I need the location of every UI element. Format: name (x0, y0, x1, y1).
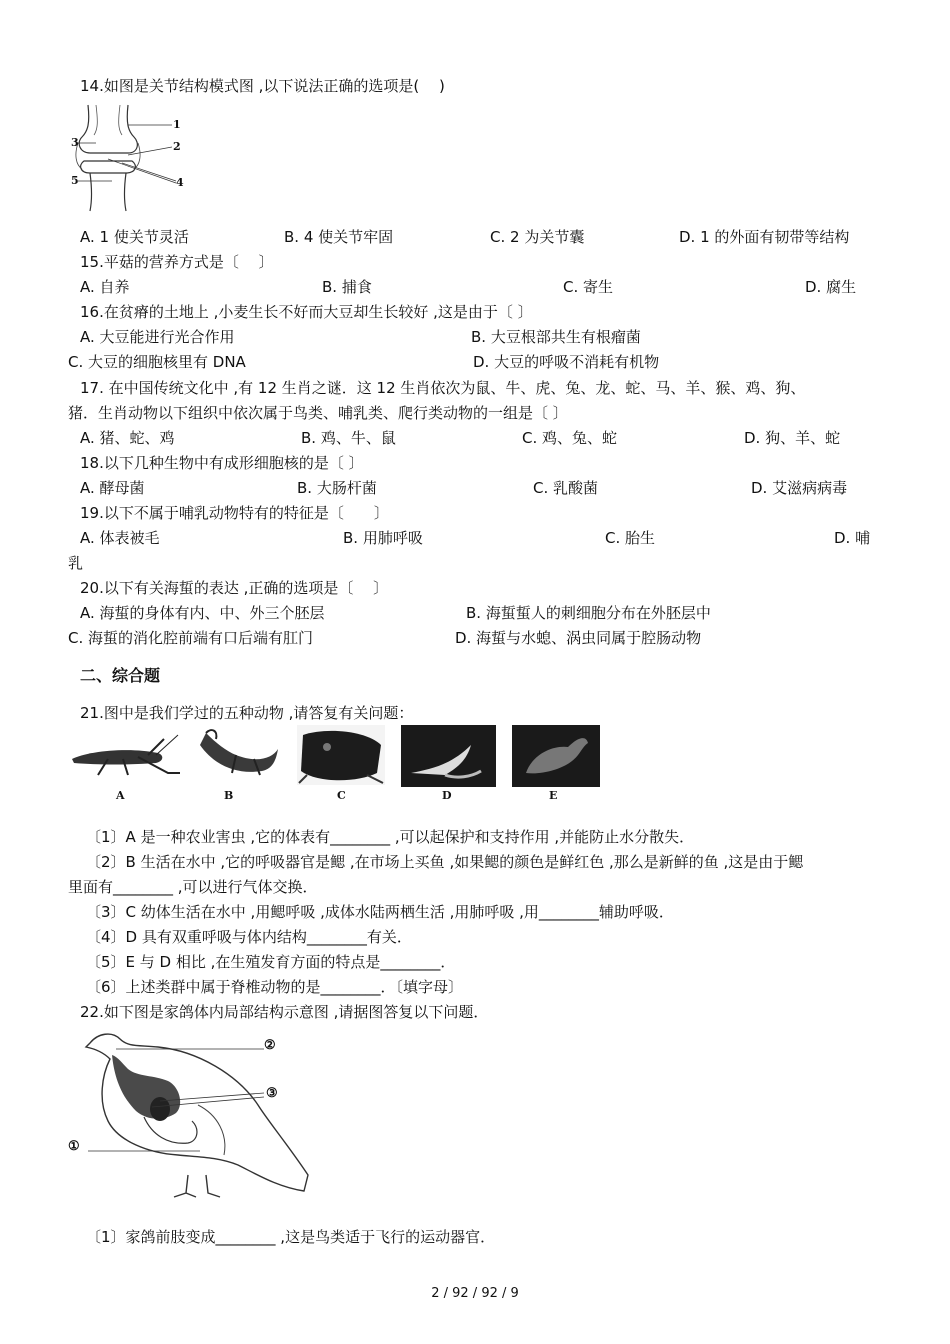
joint-label-5: 5 (71, 174, 79, 187)
animal-label-b: B (224, 789, 234, 802)
pigeon-label-3: ③ (266, 1086, 278, 1101)
q21-item-2: 〔2〕B 生活在水中 ,它的呼吸器官是鳃 ,在市场上买鱼 ,如果鳃的颜色是鲜红色 ,那么是新鲜的鱼 ,这是由于鳃 (86, 853, 804, 871)
q18-option-c: C. 乳酸菌 (533, 479, 599, 497)
grasshopper-image (68, 729, 183, 779)
q16-stem: 16.在贫瘠的土地上 ,小麦生长不好而大豆却生长较好 ,这是由于〔 〕 (80, 303, 533, 321)
joint-label-2: 2 (173, 140, 181, 153)
q16-option-b: B. 大豆根部共生有根瘤菌 (471, 328, 641, 346)
q15-stem: 15.平菇的营养方式是〔 〕 (80, 253, 274, 271)
q18-option-b: B. 大肠杆菌 (297, 479, 377, 497)
q17-option-b: B. 鸡、牛、鼠 (301, 429, 396, 447)
section-heading: 二、综合题 (80, 666, 161, 685)
q17-stem-line1: 17. 在中国传统文化中 ,有 12 生肖之谜．这 12 生肖依次为鼠、牛、虎、兔、龙、蛇、马、羊、猴、鸡、狗、 (80, 379, 806, 397)
frog-image (297, 725, 385, 785)
q18-option-d: D. 艾滋病病毒 (751, 479, 848, 497)
pigeon-structure-figure (68, 1025, 318, 1200)
q15-option-d: D. 腐生 (805, 278, 857, 296)
q20-option-c: C. 海蜇的消化腔前端有口后端有肛门 (68, 629, 314, 647)
pigeon-label-1: ① (68, 1139, 80, 1154)
q14-option-d: D. 1 的外面有韧带等结构 (679, 228, 850, 246)
rabbit-image (512, 725, 600, 787)
q20-stem: 20.以下有关海蜇的表达 ,正确的选项是〔 〕 (80, 579, 389, 597)
joint-structure-figure (68, 103, 188, 213)
animal-label-a: A (116, 789, 125, 802)
q21-item-2-wrap: 里面有________ ,可以进行气体交换． (68, 878, 318, 896)
animal-label-d: D (442, 789, 452, 802)
q21-item-4: 〔4〕D 具有双重呼吸与体内结构________有关． (86, 928, 412, 946)
pigeon-label-2: ② (264, 1038, 276, 1053)
q21-item-5: 〔5〕E 与 D 相比 ,在生殖发育方面的特点是________． (86, 953, 456, 971)
q15-option-a: A. 自养 (80, 278, 130, 296)
q22-stem: 22.如下图是家鸽体内局部结构示意图 ,请据图答复以下问题． (80, 1003, 489, 1021)
fish-image (196, 725, 281, 785)
five-animals-figure (68, 725, 603, 810)
q21-stem: 21.图中是我们学过的五种动物 ,请答复有关问题： (80, 704, 414, 722)
q14-stem: 14.如图是关节结构模式图 ,以下说法正确的选项是( ) (80, 77, 445, 95)
q14-option-a: A. 1 使关节灵活 (80, 228, 189, 246)
q17-option-d: D. 狗、羊、蛇 (744, 429, 841, 447)
q14-option-c: C. 2 为关节囊 (490, 228, 585, 246)
bird-image (401, 725, 496, 787)
q19-stem: 19.以下不属于哺乳动物特有的特征是〔 〕 (80, 504, 389, 522)
animal-label-c: C (337, 789, 346, 802)
joint-label-1: 1 (173, 118, 181, 131)
q15-option-b: B. 捕食 (322, 278, 372, 296)
q20-option-b: B. 海蜇蜇人的刺细胞分布在外胚层中 (466, 604, 711, 622)
q19-option-c: C. 胎生 (605, 529, 656, 547)
q16-option-d: D. 大豆的呼吸不消耗有机物 (473, 353, 660, 371)
q19-option-b: B. 用肺呼吸 (343, 529, 423, 547)
q21-item-6: 〔6〕上述类群中属于脊椎动物的是________．〔填字母〕 (86, 978, 464, 996)
q17-option-c: C. 鸡、兔、蛇 (522, 429, 618, 447)
q20-option-d: D. 海蜇与水螅、涡虫同属于腔肠动物 (455, 629, 702, 647)
animal-label-e: E (549, 789, 558, 802)
q19-option-d-wrap: 乳 (68, 554, 84, 572)
q18-option-a: A. 酵母菌 (80, 479, 145, 497)
q22-item-1: 〔1〕家鸽前肢变成________ ,这是鸟类适于飞行的运动器官． (86, 1228, 496, 1246)
q21-item-3: 〔3〕C 幼体生活在水中 ,用鳃呼吸 ,成体水陆两栖生活 ,用肺呼吸 ,用________辅助呼吸． (86, 903, 674, 921)
q16-option-a: A. 大豆能进行光合作用 (80, 328, 235, 346)
q20-option-a: A. 海蜇的身体有内、中、外三个胚层 (80, 604, 325, 622)
q19-option-d: D. 哺 (834, 529, 871, 547)
q16-option-c: C. 大豆的细胞核里有 DNA (68, 353, 246, 371)
q14-option-b: B. 4 使关节牢固 (284, 228, 394, 246)
q21-item-1: 〔1〕A 是一种农业害虫 ,它的体表有________ ,可以起保护和支持作用 ,并能防止水分散失． (86, 828, 695, 846)
joint-label-3: 3 (71, 136, 79, 149)
q17-option-a: A. 猪、蛇、鸡 (80, 429, 175, 447)
joint-label-4: 4 (176, 176, 184, 189)
q15-option-c: C. 寄生 (563, 278, 614, 296)
q18-stem: 18.以下几种生物中有成形细胞核的是〔 〕 (80, 454, 364, 472)
q19-option-a: A. 体表被毛 (80, 529, 160, 547)
q17-stem-line2: 猪．生肖动物以下组织中依次属于鸟类、哺乳类、爬行类动物的一组是〔 〕 (68, 404, 568, 422)
page-number: 2 / 92 / 92 / 9 (431, 1286, 519, 1301)
